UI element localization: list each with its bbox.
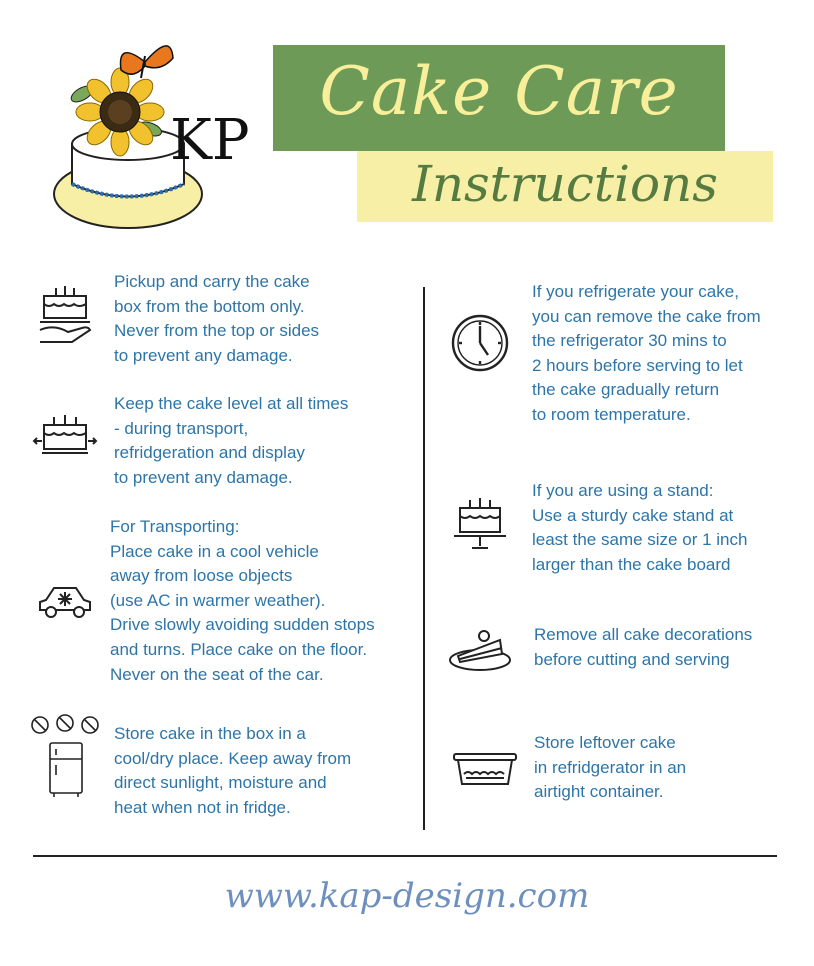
instruction-carry: Pickup and carry the cake box from the bottom only. Never from the top or sides to prevent any damage. bbox=[114, 272, 320, 365]
instruction-refrigerate: If you refrigerate your cake, you can remove the cake from the refrigerator 30 mins to 2 hours before serving to let the cake gradually return to room temperature. bbox=[532, 282, 761, 424]
car-ac-icon bbox=[36, 584, 94, 620]
instruction-stand: If you are using a stand: Use a sturdy cake stand at least the same size or 1 inch larger than the cake board bbox=[532, 481, 748, 574]
fridge-icon bbox=[30, 713, 102, 799]
title-banner bbox=[273, 45, 725, 151]
cake-slice-icon bbox=[448, 626, 512, 672]
clock-icon bbox=[450, 313, 510, 373]
instruction-leftover: Store leftover cake in refridgerator in an airtight container. bbox=[534, 733, 687, 802]
column-divider bbox=[423, 287, 425, 830]
instruction-transport: For Transporting: Place cake in a cool vehicle away from loose objects (use AC in warmer weather). Drive slowly avoiding sudden stops and turns. Place cake on the floor. Never on the seat of the car. bbox=[110, 517, 375, 684]
page-title: Cake Care bbox=[319, 53, 679, 130]
cake-carry-icon bbox=[36, 284, 94, 346]
svg-text:KP: KP bbox=[170, 108, 250, 173]
instruction-store: Store cake in the box in a cool/dry place. Keep away from direct sunlight, moisture and heat when not in fridge. bbox=[114, 724, 352, 817]
kap-logo bbox=[50, 34, 250, 234]
page-subtitle: Instructions bbox=[412, 155, 718, 213]
instruction-decorations: Remove all cake decorations before cutting and serving bbox=[534, 625, 753, 669]
website-url[interactable]: www.kap-design.com bbox=[224, 876, 590, 916]
subtitle-banner bbox=[357, 151, 773, 222]
cake-level-icon bbox=[32, 413, 98, 457]
instruction-level: Keep the cake level at all times - during transport, refridgeration and display to prevent any damage. bbox=[114, 394, 349, 487]
footer-divider bbox=[33, 855, 777, 857]
cake-stand-icon bbox=[452, 498, 508, 552]
airtight-container-icon bbox=[452, 750, 518, 790]
